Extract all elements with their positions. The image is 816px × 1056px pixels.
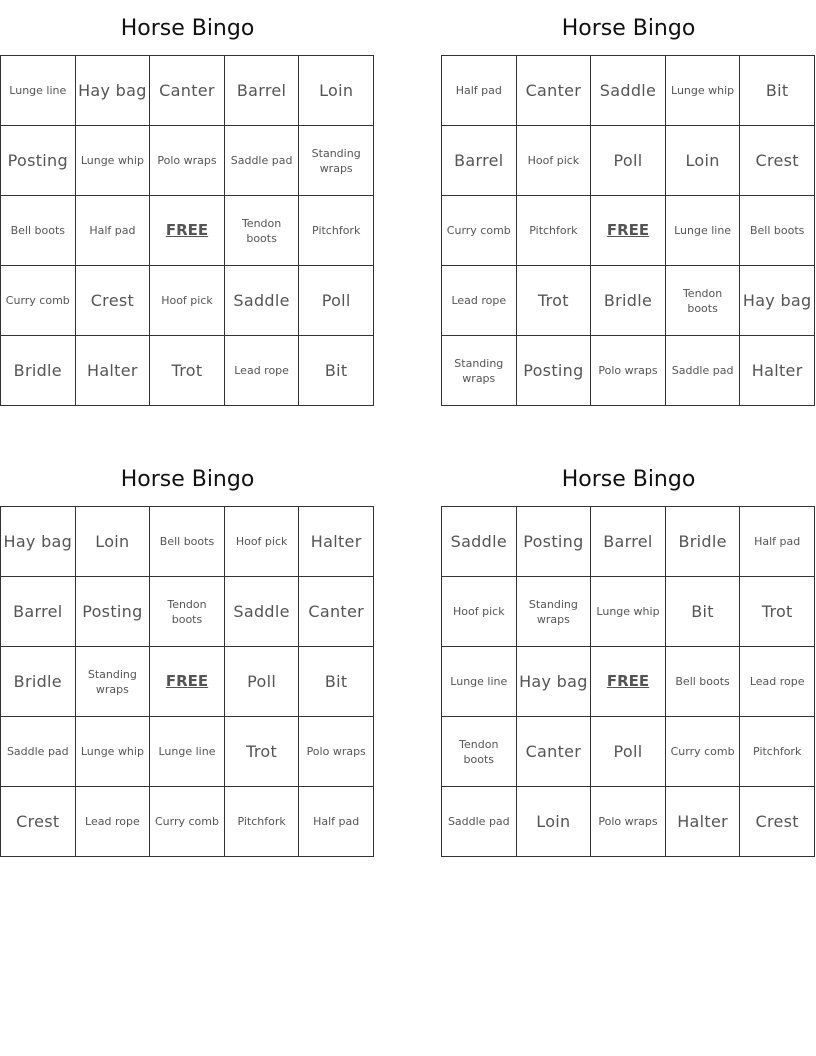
bingo-card-4: [441, 451, 816, 857]
bingo-cell: Bell boots: [666, 647, 741, 717]
bingo-cell: Lunge whip: [76, 717, 151, 787]
bingo-cell: Pitchfork: [517, 196, 592, 266]
bingo-cell: Poll: [225, 647, 300, 717]
bingo-cell: Half pad: [76, 196, 151, 266]
bingo-cell: Loin: [299, 56, 374, 126]
bingo-cell: Curry comb: [1, 266, 76, 336]
bingo-card-1: [0, 0, 375, 406]
bingo-cell: Hoof pick: [517, 126, 592, 196]
bingo-cell: Lunge line: [1, 56, 76, 126]
free-space: FREE: [591, 196, 666, 266]
bingo-cell: Poll: [299, 266, 374, 336]
bingo-cell: Saddle: [225, 577, 300, 647]
bingo-cell: Pitchfork: [299, 196, 374, 266]
bingo-cell: Posting: [1, 126, 76, 196]
bingo-cell: Bit: [666, 577, 741, 647]
bingo-cell: Hoof pick: [442, 577, 517, 647]
bingo-cell: Crest: [740, 126, 815, 196]
bingo-cell: Half pad: [740, 507, 815, 577]
bingo-cell: Curry comb: [150, 787, 225, 857]
bingo-cell: Saddle: [225, 266, 300, 336]
bingo-cell: Hay bag: [740, 266, 815, 336]
bingo-cell: Bell boots: [1, 196, 76, 266]
bingo-cell: Standing wraps: [517, 577, 592, 647]
bingo-cell: Bridle: [591, 266, 666, 336]
bingo-cell: Poll: [591, 126, 666, 196]
bingo-cell: Curry comb: [442, 196, 517, 266]
bingo-cell: Saddle pad: [225, 126, 300, 196]
bingo-cell: Lead rope: [225, 336, 300, 406]
bingo-cell: Saddle pad: [666, 336, 741, 406]
bingo-cell: Halter: [76, 336, 151, 406]
bingo-cell: Lead rope: [442, 266, 517, 336]
bingo-grid: [441, 55, 815, 406]
bingo-cell: Canter: [517, 717, 592, 787]
bingo-cell: Saddle: [442, 507, 517, 577]
bingo-cell: Standing wraps: [442, 336, 517, 406]
bingo-cell: Half pad: [299, 787, 374, 857]
bingo-cell: Canter: [517, 56, 592, 126]
bingo-cell: Canter: [299, 577, 374, 647]
bingo-cell: Trot: [740, 577, 815, 647]
bingo-cell: Standing wraps: [76, 647, 151, 717]
bingo-cell: Loin: [76, 507, 151, 577]
bingo-cell: Curry comb: [666, 717, 741, 787]
bingo-cell: Pitchfork: [225, 787, 300, 857]
bingo-cell: Canter: [150, 56, 225, 126]
bingo-cell: Saddle: [591, 56, 666, 126]
bingo-cell: Loin: [666, 126, 741, 196]
card-title: Horse Bingo: [561, 467, 696, 492]
bingo-cell: Lunge line: [442, 647, 517, 717]
bingo-cell: Tendon boots: [150, 577, 225, 647]
bingo-cell: Half pad: [442, 56, 517, 126]
bingo-grid: [0, 506, 374, 857]
bingo-cell: Tendon boots: [225, 196, 300, 266]
bingo-cell: Crest: [1, 787, 76, 857]
bingo-cell: Barrel: [1, 577, 76, 647]
bingo-cell: Bell boots: [740, 196, 815, 266]
bingo-cell: Halter: [299, 507, 374, 577]
bingo-cell: Lunge line: [150, 717, 225, 787]
bingo-cell: Hay bag: [76, 56, 151, 126]
bingo-cell: Bridle: [666, 507, 741, 577]
bingo-cell: Hoof pick: [150, 266, 225, 336]
bingo-cell: Hoof pick: [225, 507, 300, 577]
bingo-cell: Tendon boots: [442, 717, 517, 787]
bingo-cell: Bridle: [1, 647, 76, 717]
bingo-cell: Lead rope: [740, 647, 815, 717]
bingo-cell: Barrel: [591, 507, 666, 577]
bingo-cell: Tendon boots: [666, 266, 741, 336]
free-space: FREE: [591, 647, 666, 717]
bingo-cell: Loin: [517, 787, 592, 857]
bingo-cell: Posting: [76, 577, 151, 647]
bingo-cell: Lunge whip: [666, 56, 741, 126]
bingo-cell: Lead rope: [76, 787, 151, 857]
bingo-cell: Polo wraps: [591, 787, 666, 857]
free-space: FREE: [150, 196, 225, 266]
bingo-cell: Poll: [591, 717, 666, 787]
bingo-cell: Trot: [225, 717, 300, 787]
bingo-cell: Bell boots: [150, 507, 225, 577]
bingo-cell: Bit: [299, 647, 374, 717]
bingo-cell: Hay bag: [517, 647, 592, 717]
free-space: FREE: [150, 647, 225, 717]
bingo-cell: Hay bag: [1, 507, 76, 577]
bingo-cell: Saddle pad: [1, 717, 76, 787]
card-title: Horse Bingo: [120, 467, 255, 492]
bingo-cell: Posting: [517, 336, 592, 406]
bingo-cell: Pitchfork: [740, 717, 815, 787]
bingo-card-2: [441, 0, 816, 406]
bingo-cell: Saddle pad: [442, 787, 517, 857]
bingo-cell: Polo wraps: [591, 336, 666, 406]
bingo-cell: Lunge line: [666, 196, 741, 266]
bingo-grid: [0, 55, 374, 406]
bingo-cell: Barrel: [442, 126, 517, 196]
bingo-cell: Lunge whip: [76, 126, 151, 196]
bingo-cell: Crest: [76, 266, 151, 336]
bingo-cell: Lunge whip: [591, 577, 666, 647]
card-title: Horse Bingo: [120, 16, 255, 41]
bingo-cell: Trot: [517, 266, 592, 336]
card-title: Horse Bingo: [561, 16, 696, 41]
bingo-cell: Halter: [740, 336, 815, 406]
bingo-cell: Crest: [740, 787, 815, 857]
bingo-cell: Posting: [517, 507, 592, 577]
bingo-cell: Polo wraps: [150, 126, 225, 196]
bingo-grid: [441, 506, 815, 857]
bingo-cell: Standing wraps: [299, 126, 374, 196]
bingo-cell: Polo wraps: [299, 717, 374, 787]
bingo-cell: Bit: [740, 56, 815, 126]
bingo-cell: Halter: [666, 787, 741, 857]
bingo-cell: Trot: [150, 336, 225, 406]
bingo-cell: Bit: [299, 336, 374, 406]
bingo-card-3: [0, 451, 375, 857]
bingo-cell: Bridle: [1, 336, 76, 406]
bingo-cell: Barrel: [225, 56, 300, 126]
